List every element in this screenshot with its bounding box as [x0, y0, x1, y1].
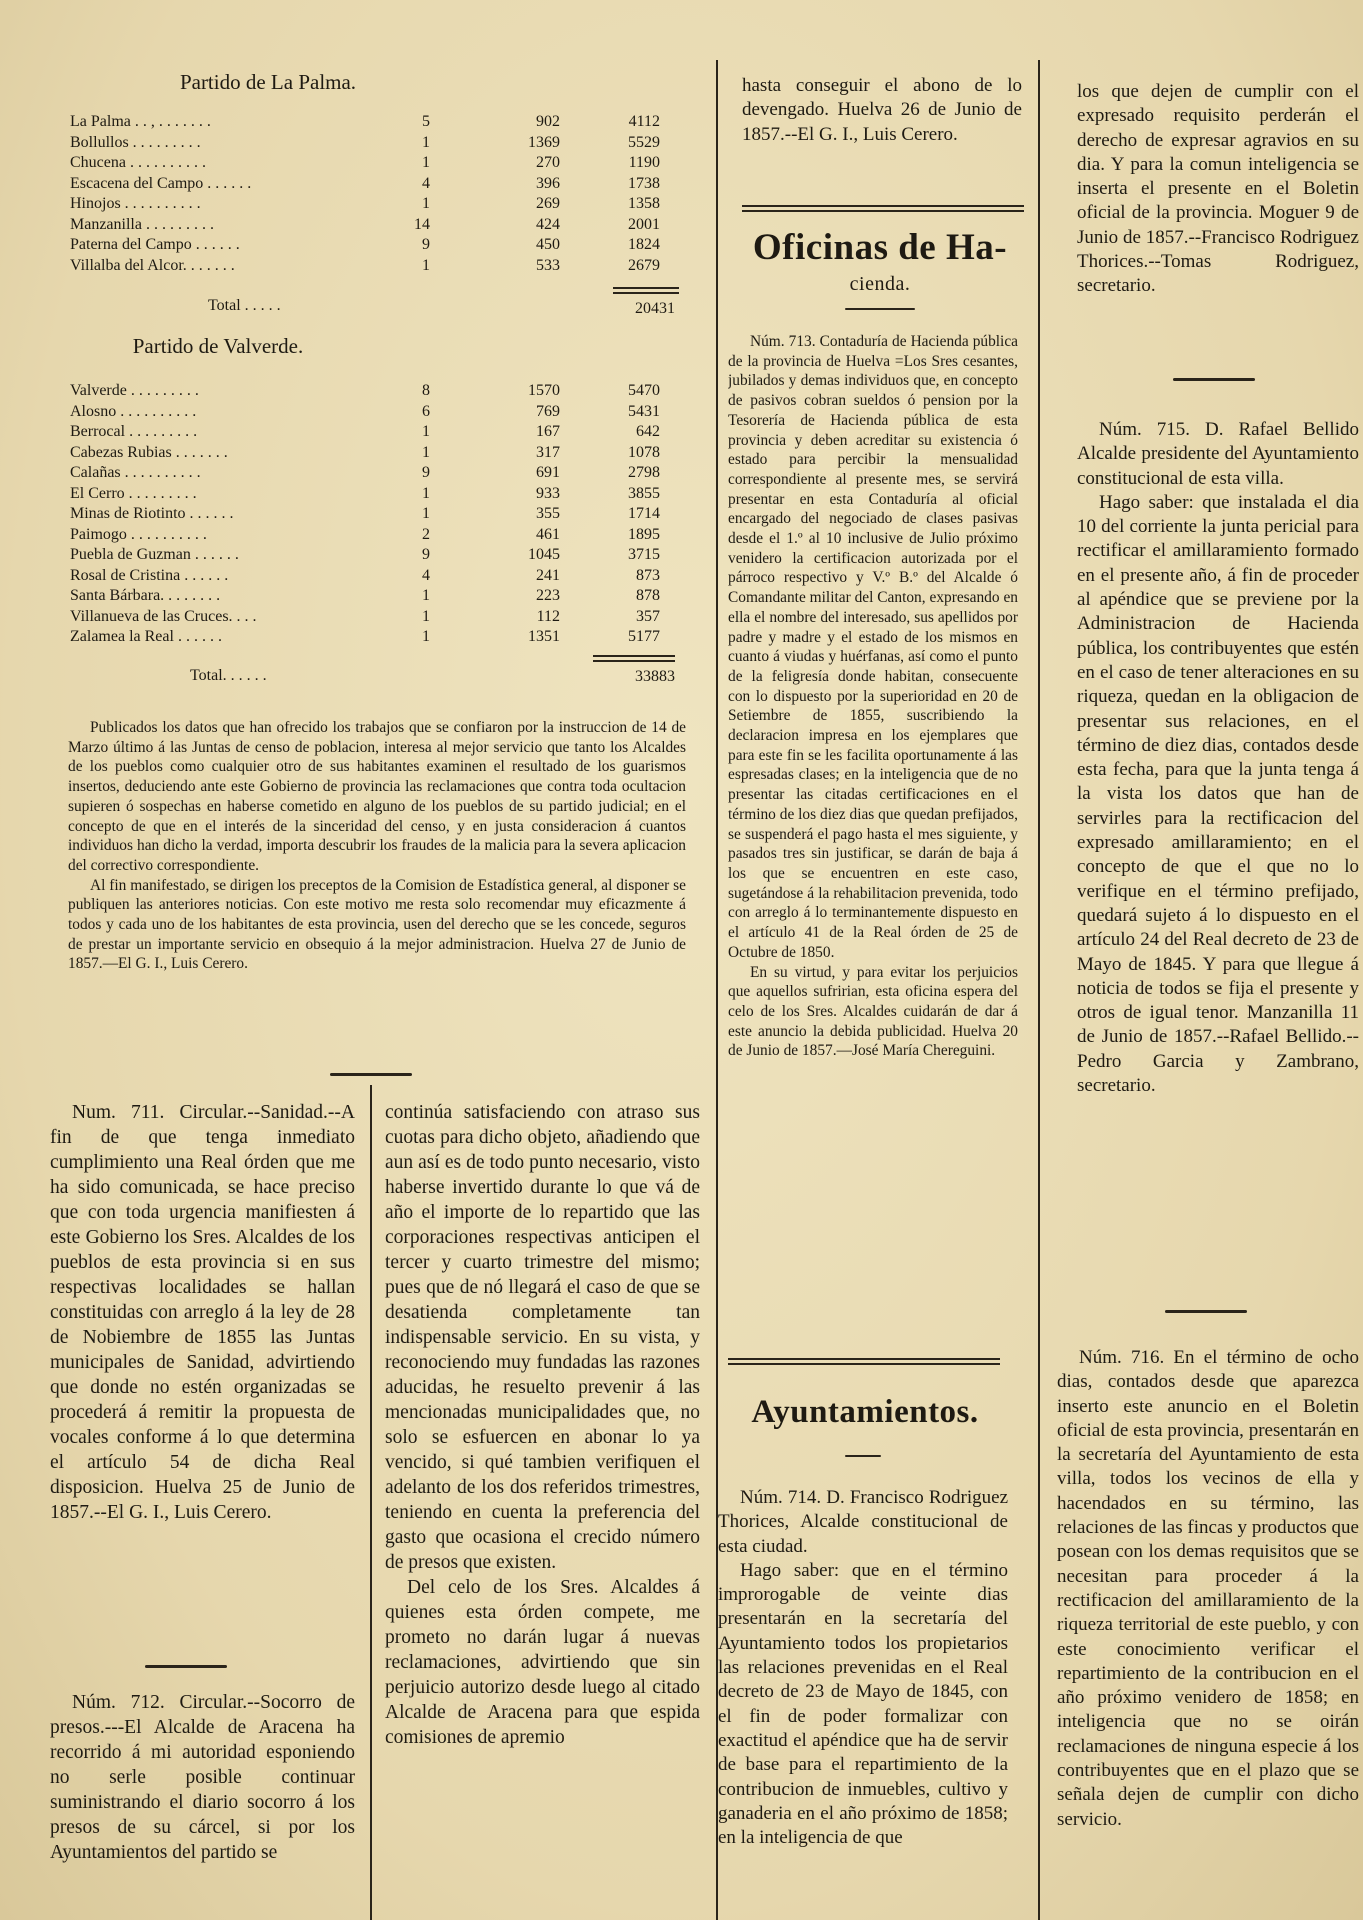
valverde-cell-b: 691: [536, 464, 560, 481]
valverde-cell-b: 223: [536, 587, 560, 604]
valverde-row: [70, 627, 660, 648]
col3-top-text: hasta conseguir el abono de lo devengado. Huelva 26 de Junio de 1857.--El G. I., Luis Cerero.: [742, 75, 1022, 145]
valverde-cell-c: 5431: [628, 402, 660, 420]
valverde-row: [70, 422, 660, 443]
valverde-cell-b: 241: [536, 566, 560, 584]
palma-cell-a: 1: [422, 154, 430, 171]
circular-712: [50, 1690, 355, 1920]
separator-711: [145, 1665, 227, 1668]
palma-row: [70, 215, 660, 236]
palma-cell-name: Bollullos . . . . . . . . .: [70, 133, 201, 151]
valverde-row: [70, 484, 660, 505]
circular-712-continued-p2: Del celo de los Sres. Alcaldes á quienes esta órden compete, me prometo no darán lugar á nuevas reclamaciones, advirtiendo que sin perjuicio autorizo desde luego al citado Alcalde de Aracena para que espida comisiones de apremio: [385, 1577, 700, 1748]
valverde-total-label: Total. . . . . .: [190, 667, 267, 684]
valverde-cell-c: 3855: [628, 484, 660, 502]
palma-cell-c: 4112: [628, 113, 660, 130]
notice-714-heading: Núm. 714. D. Francisco Rodriguez Thorices, Alcalde constitucional de esta ciudad.: [718, 1487, 1008, 1557]
valverde-cell-name: Santa Bárbara. . . . . . . .: [70, 587, 221, 604]
valverde-cell-c: 5470: [628, 382, 660, 399]
valverde-cell-c: 642: [636, 423, 660, 440]
valverde-total-line: [593, 655, 675, 657]
palma-cell-name: Manzanilla . . . . . . . . .: [70, 215, 214, 233]
publicados-paragraph-1: Publicados los datos que han ofrecido los trabajos que se confiaron por la instruccion de 14 de Marzo último á las Juntas de censo de poblacion, interesa al mejor servicio que tanto los Alcaldes de los pueblos como cualquier otro de sus habitantes examinen el resultado de los guarismos insertos, deduciendo ante este Gobierno de provincia las reclamaciones que contra toda ocultacion supieren ó sospechas en haberse cometido en alguno de los pueblos de su partido judicial; en el concepto de que en el interés de la sinceridad del censo, y en justa consideracion á cuantos individuos han dicho la verdad, importa descubrir los fraudes de la malicia para la severa aplicacion del correctivo correspondiente.: [68, 719, 686, 874]
valverde-cell-c: 1078: [628, 443, 660, 461]
palma-cell-b: 450: [536, 236, 560, 253]
separator-publicados: [330, 1073, 412, 1076]
circular-712-continued-p1: continúa satisfaciendo con atraso sus cuotas para dicho objeto, añadiendo que aun así es de todo punto necesario, visto haberse invertido durante lo que vá de año el importe de lo repartido que las corporaciones respectivas anticipen el tercer y cuarto trimestre del mismo; pues que de nó llegará el caso de que se desatienda completamente tan indispensable servicio. En su vista, y reconociendo muy fundadas las razones aducidas, he resuelto prevenir á las mencionadas municipalidades que, no solo se esfuercen en abonar lo ya vencido, si qué tambien verifiquen el adelanto de los dos referidos trimestres, teniendo en cuenta la preferencia del gasto que ocasiona el crecido número de presos que existen.: [385, 1102, 700, 1573]
hacienda-713-p2: En su virtud, y para evitar los perjuicios que aquellos sufririan, esta oficina espera del celo de los Sres. Alcaldes cuidarán de dar á este anuncio la debida publicidad. Huelva 20 de Junio de 1857.—José María Chereguini.: [728, 963, 1018, 1060]
circular-712-continued: [385, 1100, 700, 1920]
palma-title: Partido de La Palma.: [179, 70, 357, 94]
valverde-table: [70, 381, 660, 648]
separator-ayuntamientos: [845, 1455, 881, 1457]
valverde-cell-a: 1: [422, 587, 430, 604]
palma-row: [70, 153, 660, 174]
valverde-cell-name: El Cerro . . . . . . . . .: [70, 484, 197, 502]
hacienda-notice-713: [728, 332, 1018, 1332]
palma-cell-c: 1738: [628, 174, 660, 192]
separator-714-end: [1173, 378, 1255, 381]
palma-cell-b: 424: [536, 215, 560, 233]
column-rule-middle-lower: [370, 1085, 372, 1920]
valverde-cell-a: 1: [422, 443, 430, 461]
valverde-cell-a: 1: [422, 423, 430, 440]
valverde-row: [70, 525, 660, 546]
valverde-cell-a: 9: [422, 546, 430, 563]
publicados-notice: [68, 718, 686, 1048]
palma-row: [70, 256, 660, 277]
valverde-cell-b: 1045: [528, 546, 560, 563]
palma-cell-c: 2679: [628, 256, 660, 274]
column-3-top: [742, 74, 1022, 184]
valverde-cell-name: Alosno . . . . . . . . . .: [70, 402, 197, 420]
valverde-cell-a: 2: [422, 525, 430, 543]
palma-cell-name: Paterna del Campo . . . . . .: [70, 236, 240, 253]
palma-total-value: 20431: [635, 300, 675, 317]
valverde-row: [70, 586, 660, 607]
valverde-cell-b: 461: [536, 525, 560, 543]
valverde-row: [70, 402, 660, 423]
valverde-cell-a: 1: [422, 505, 430, 522]
palma-cell-a: 9: [422, 236, 430, 253]
valverde-row: [70, 504, 660, 525]
valverde-cell-c: 357: [636, 607, 660, 625]
valverde-row: [70, 463, 660, 484]
valverde-row: [70, 607, 660, 628]
valverde-row: [70, 566, 660, 587]
notice-714-body: Hago saber: que en el término improrogable de veinte dias presentarán en la secretaría del Ayuntamiento todos los propietarios las relaciones prevenidas en el Real decreto de 23 de Mayo de 1845, con el fin de poder formalizar con exactitud el apéndice que ha de servir de base para el repartimiento de la contribucion de inmuebles, cultivo y ganaderia en el año próximo de 1858; en la inteligencia de que: [718, 1559, 1008, 1849]
ornament-oficinas: [742, 205, 1024, 213]
valverde-row: [70, 545, 660, 566]
notice-716-text: Núm. 716. En el término de ocho dias, contados desde que aparezca inserto este anuncio en el Boletin oficial de esta provincia, presentarán en la secretaría del Ayuntamiento de esta villa, todos los vecinos de ella y hacendados en su término, las relaciones de las fincas y productos que posean con los demas requisitos que se necesitan para proceder á la rectificacion del amillaramiento de la riqueza territorial de este pueblo, y con este conocimiento verificar el repartimiento de la contribucion en el año próximo venidero de 1858; en inteligencia que no se oirán reclamaciones de ninguna especie á los contribuyentes que en el plazo que se señala dejen de cumplir con dicho servicio.: [1057, 1347, 1359, 1830]
palma-cell-c: 5529: [628, 133, 660, 151]
valverde-cell-b: 1570: [528, 382, 560, 399]
ayuntamiento-notice-715: [1077, 418, 1359, 1248]
valverde-cell-name: Calañas . . . . . . . . . .: [70, 464, 201, 481]
palma-cell-b: 269: [536, 195, 560, 212]
palma-section: [68, 62, 688, 332]
palma-cell-a: 4: [422, 174, 430, 192]
palma-row: [70, 174, 660, 195]
oficinas-heading-line-2: cienda.: [849, 273, 911, 295]
palma-total-line: [613, 287, 679, 289]
valverde-cell-a: 1: [422, 628, 430, 645]
valverde-cell-c: 1714: [628, 505, 660, 522]
valverde-cell-name: Zalamea la Real . . . . . .: [70, 628, 222, 645]
valverde-cell-b: 1351: [528, 628, 560, 645]
valverde-cell-name: Cabezas Rubias . . . . . . .: [70, 443, 228, 461]
palma-cell-b: 1369: [528, 133, 560, 151]
valverde-cell-b: 355: [536, 505, 560, 522]
valverde-cell-c: 1895: [628, 525, 660, 543]
valverde-cell-c: 3715: [628, 546, 660, 563]
palma-cell-b: 396: [536, 174, 560, 192]
valverde-cell-name: Puebla de Guzman . . . . . .: [70, 546, 239, 563]
ayuntamiento-notice-714: [718, 1486, 1008, 1920]
palma-total-label: Total . . . . .: [208, 297, 281, 314]
valverde-cell-b: 167: [536, 423, 560, 440]
palma-cell-b: 533: [536, 256, 560, 274]
circular-711-text: Num. 711. Circular.--Sanidad.--A fin de que tenga inmediato cumplimiento una Real órden que me ha sido comunicada, se hace preciso que con toda urgencia manifiesten á este Gobierno los Sres. Alcaldes de los pueblos de esta provincia si en sus respectivas localidades se hallan constituidas con arreglo á la ley de 28 de Nobiembre de 1855 las Juntas municipales de Sanidad, advirtiendo que donde no estén organizadas se procederá á remitir la propuesta de vocales conforme á lo que determina el artículo 54 de dicha Real disposicion. Huelva 25 de Junio de 1857.--El G. I., Luis Cerero.: [50, 1102, 355, 1523]
valverde-cell-c: 2798: [628, 464, 660, 481]
valverde-cell-c: 5177: [628, 628, 660, 645]
column-rule-right: [1038, 60, 1040, 1920]
hacienda-713-p1: Núm. 713. Contaduría de Hacienda pública de la provincia de Huelva =Los Sres cesantes, jubilados y demas individuos que, en concepto de pasivos cobran sueldos ó pension por la Tesorería de Hacienda pública de esta provincia y deben acreditar su existencia ó estado para percibir la mensualidad correspondiente al presente mes, se servirá presentar en esta Contaduría al oficial encargado del negociado de clases pasivas desde el 1.º al 10 inclusive de Julio próximo venidero la certificacion autorizada por el párroco respectivo y V.º B.º del Alcalde ó Comandante militar del Canton, expresando en ella el nombre del interesado, sus apellidos por padre y madre y el estado de los mismos en cuanto á viudas y huérfanas, así como el punto de la feligresía donde habitan, consecuente con lo dispuesto por la superioridad en 20 de Setiembre de 1855, suscribiendo la declaracion impresa en los ejemplares que para este fin se les facilita oportunamente á las espresadas clases; en la inteligencia que de no presentar las citadas certificaciones en el término de los diez dias que quedan prefijados, se suspenderá el pago hasta el mes siguiente, y pasados tres sin justificar, se darán de baja á los que se encuentren en este caso, sugetándose á la rehabilitacion prevenida, todo con arreglo á lo terminantemente dispuesto en el artículo 41 de la Real órden de 25 de Octubre de 1850.: [728, 333, 1018, 961]
palma-cell-a: 5: [422, 113, 430, 130]
circular-712-text: Núm. 712. Circular.--Socorro de presos.---El Alcalde de Aracena ha recorrido á mi autoridad esponiendo no serle posible continuar suministrando el diario socorro á los presos de su cárcel, si por los Ayuntamientos del partido se: [50, 1692, 355, 1863]
valverde-section: [68, 332, 688, 702]
palma-cell-c: 2001: [628, 215, 660, 233]
palma-cell-a: 1: [422, 195, 430, 212]
oficinas-heading: [730, 225, 1030, 297]
palma-cell-a: 1: [422, 256, 430, 274]
valverde-row: [70, 381, 660, 402]
valverde-cell-name: Villanueva de las Cruces. . . .: [70, 607, 257, 625]
valverde-cell-a: 1: [422, 607, 430, 625]
separator-715: [1165, 1310, 1247, 1313]
valverde-cell-name: Minas de Riotinto . . . . . .: [70, 505, 234, 522]
valverde-cell-name: Valverde . . . . . . . . .: [70, 382, 199, 399]
valverde-cell-c: 873: [636, 566, 660, 584]
ayuntamientos-heading: Ayuntamientos.: [751, 1394, 979, 1430]
valverde-cell-a: 8: [422, 382, 430, 399]
valverde-title: Partido de Valverde.: [132, 334, 304, 358]
publicados-paragraph-2: Al fin manifestado, se dirigen los preceptos de la Comision de Estadística general, al disponer se publiquen las anteriores noticias. Con este motivo me resta solo recomendar muy eficazmente á todos y cada uno de los habitantes de esta provincia, usen del derecho que se les concede, seguros de prestar un importante servicio en obsequio á la mejor administracion. Huelva 27 de Junio de 1857.—El G. I., Luis Cerero.: [68, 876, 686, 973]
valverde-cell-b: 112: [536, 607, 560, 625]
valverde-cell-name: Paimogo . . . . . . . . . .: [70, 525, 207, 543]
valverde-cell-name: Rosal de Cristina . . . . . .: [70, 566, 229, 584]
palma-cell-c: 1824: [628, 236, 660, 253]
valverde-cell-b: 317: [536, 443, 560, 461]
valverde-cell-b: 933: [536, 484, 560, 502]
palma-cell-b: 270: [536, 154, 560, 171]
valverde-cell-a: 4: [422, 566, 430, 584]
separator-oficinas: [845, 308, 915, 310]
palma-row: [70, 194, 660, 215]
palma-cell-a: 1: [422, 133, 430, 151]
palma-cell-a: 14: [414, 215, 430, 233]
valverde-total-line-2: [593, 660, 675, 662]
column-4-top: [1077, 80, 1359, 335]
valverde-row: [70, 443, 660, 464]
col4-top-text: los que dejen de cumplir con el expresado requisito perderán el derecho de expresar agravios en su dia. Y para la comun inteligencia se inserta el presente en el Boletin oficial de la provincia. Moguer 9 de Junio de 1857.--Francisco Rodriguez Thorices.--Tomas Rodriguez, secretario.: [1077, 81, 1359, 297]
palma-cell-name: Hinojos . . . . . . . . . .: [70, 195, 201, 212]
circular-711: [50, 1100, 355, 1640]
oficinas-heading-line-1: Oficinas de Ha-: [752, 227, 1008, 268]
palma-cell-name: La Palma . . , . . . . . . .: [70, 113, 211, 130]
notice-715-heading: Núm. 715. D. Rafael Bellido Alcalde presidente del Ayuntamiento constitucional de esta villa.: [1077, 419, 1359, 489]
palma-cell-name: Villalba del Alcor. . . . . . .: [70, 256, 235, 274]
valverde-cell-c: 878: [636, 587, 660, 604]
palma-cell-name: Escacena del Campo . . . . . .: [70, 174, 252, 192]
valverde-total-value: 33883: [635, 668, 675, 685]
valverde-cell-a: 1: [422, 484, 430, 502]
palma-row: [70, 112, 660, 133]
palma-row: [70, 235, 660, 256]
palma-cell-name: Chucena . . . . . . . . . .: [70, 154, 206, 171]
palma-total-line-2: [613, 292, 679, 294]
palma-cell-b: 902: [536, 113, 560, 130]
notice-715-body: Hago saber: que instalada el dia 10 del corriente la junta pericial para rectificar el amillaramiento formado en el presente año, á fin de proceder al apéndice que se previene por la Administracion de Hacienda pública, los contribuyentes que estén en el caso de tener alteraciones en su riqueza, quedan en la obligacion de presentar sus relaciones, en el término de diez dias, contados desde esta fecha, para que la junta tenga á la vista los datos que han de servirles para la rectificacion del expresado amillaramiento; en el concepto de que el que no lo verifique en el término prefijado, quedará sujeto á lo dispuesto en el artículo 24 del Real decreto de 23 de Mayo de 1845. Y para que llegue á noticia de todos se fija el presente y otros de igual tenor. Manzanilla 11 de Junio de 1857.--Rafael Bellido.--Pedro Garcia y Zambrano, secretario.: [1077, 491, 1359, 1097]
palma-row: [70, 133, 660, 154]
ornament-ayuntamientos: [728, 1358, 1000, 1366]
palma-cell-c: 1190: [628, 154, 660, 171]
palma-cell-c: 1358: [628, 195, 660, 212]
valverde-cell-a: 6: [422, 402, 430, 420]
ayuntamiento-notice-716: [1057, 1346, 1359, 1920]
palma-table: [70, 112, 660, 276]
valverde-cell-a: 9: [422, 464, 430, 481]
valverde-cell-name: Berrocal . . . . . . . . .: [70, 423, 198, 440]
valverde-cell-b: 769: [536, 402, 560, 420]
